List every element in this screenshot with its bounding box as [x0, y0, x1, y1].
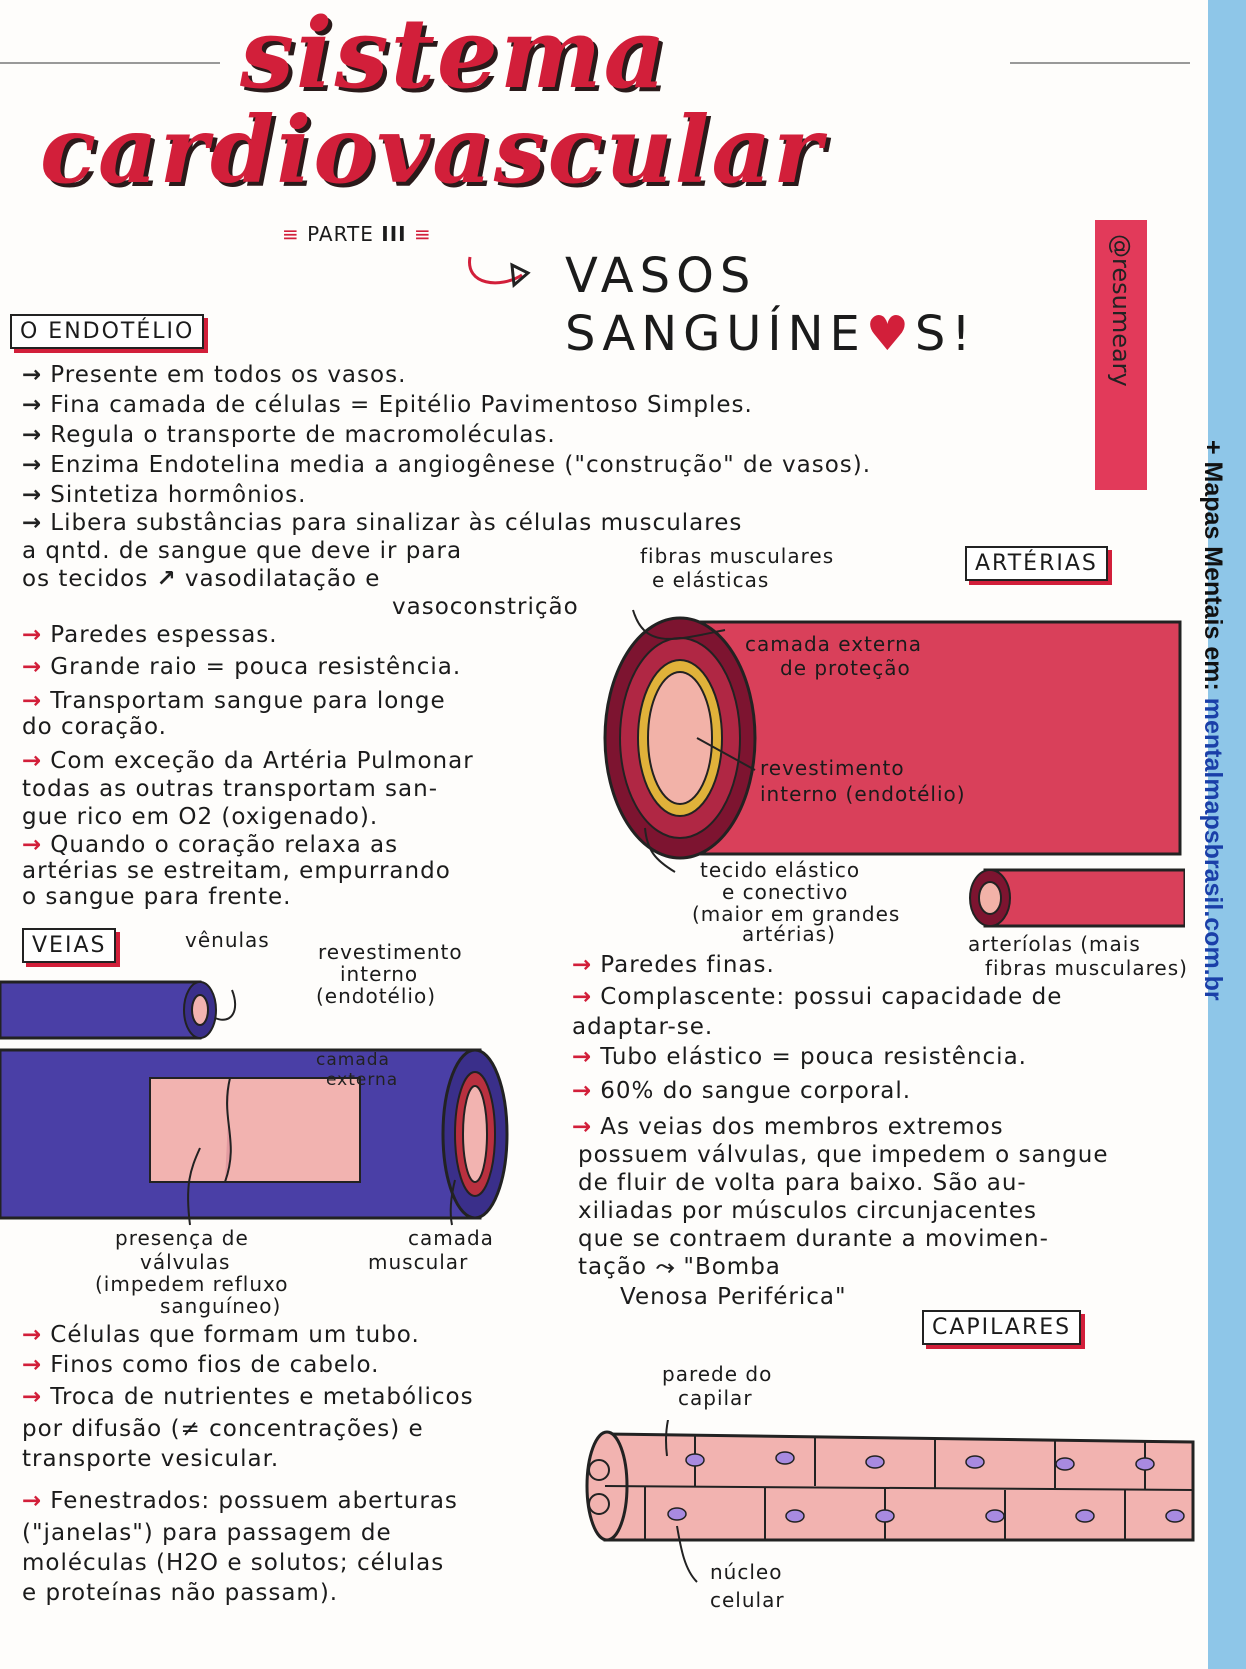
- label-tecido-3: (maior em grandes: [692, 902, 901, 926]
- arterias-item: [22, 748, 474, 774]
- label-parede-2: capilar: [678, 1386, 753, 1410]
- label-veia-revest-3: (endotélio): [316, 984, 437, 1008]
- veias-item: [572, 1114, 1004, 1140]
- veias-item-text: 60% do sangue corporal.: [600, 1078, 912, 1104]
- veias-item-text: Paredes finas.: [600, 952, 775, 978]
- capilares-item-text: Troca de nutrientes e metabólicos: [50, 1384, 474, 1410]
- label-fibras-2: e elásticas: [652, 568, 770, 592]
- bomba-1: "Bomba: [683, 1254, 781, 1280]
- arterias-item-cont: o sangue para frente.: [22, 884, 292, 910]
- side-banner-link[interactable]: mentalmapsbrasil.com.br: [1199, 697, 1227, 1001]
- arrow-icon: →: [22, 482, 43, 508]
- subtitle-line2-end: S!: [914, 306, 977, 362]
- subtitle-line2: [565, 306, 977, 362]
- label-tecido-1: tecido elástico: [700, 858, 861, 882]
- subtitle-line2-text: SANGUÍNE: [565, 306, 866, 362]
- arrow-icon: →: [22, 654, 43, 680]
- arterias-item-cont: do coração.: [22, 714, 167, 740]
- endotelio-item-text: Sintetiza hormônios.: [50, 482, 307, 508]
- veias-item-cont: possuem válvulas, que impedem o sangue: [578, 1142, 1109, 1168]
- label-arteriolas-1: arteríolas (mais: [968, 932, 1141, 956]
- capillary-illustration: [585, 1420, 1195, 1590]
- arrow-icon: →: [22, 688, 43, 714]
- arterias-item: [22, 688, 446, 714]
- vein-illustration: [0, 970, 560, 1230]
- endotelio-item-text: Libera substâncias para sinalizar às células musculares: [50, 510, 743, 536]
- arrow-icon: →: [572, 1114, 593, 1140]
- endotelio-item: [22, 362, 406, 388]
- endotelio-cont-2: [22, 566, 380, 592]
- veias-item: [572, 984, 1062, 1010]
- arrow-icon: ↗: [156, 566, 177, 592]
- endotelio-item-text: Regula o transporte de macromoléculas.: [50, 422, 556, 448]
- title-rule-left: [0, 62, 220, 64]
- veias-item-text: As veias dos membros extremos: [600, 1114, 1004, 1140]
- arterias-item: [22, 622, 278, 648]
- arterias-item-text: Quando o coração relaxa as: [50, 832, 399, 858]
- endotelio-heading: O ENDOTÉLIO: [10, 314, 204, 349]
- arrow-icon: →: [22, 452, 43, 478]
- arterias-item-text: Grande raio = pouca resistência.: [50, 654, 462, 680]
- veias-item: [572, 1078, 911, 1104]
- label-parede-1: parede do: [662, 1362, 773, 1386]
- arrow-icon: →: [22, 392, 43, 418]
- capilares-item-cont: moléculas (H2O e solutos; células: [22, 1550, 445, 1576]
- arterias-item-text: Paredes espessas.: [50, 622, 278, 648]
- author-handle: @resumeary: [1107, 234, 1135, 387]
- author-tag: [1095, 220, 1147, 490]
- endotelio-item: [22, 392, 753, 418]
- label-camada-externa-1: camada externa: [745, 632, 923, 656]
- veias-item: [572, 952, 775, 978]
- label-veia-revest-1: revestimento: [318, 940, 463, 964]
- capilares-item-cont: por difusão (≠ concentrações) e: [22, 1416, 424, 1442]
- title-rule-right: [1010, 62, 1190, 64]
- endotelio-item-text: Fina camada de células = Epitélio Pavimentoso Simples.: [50, 392, 753, 418]
- arrow-icon: →: [22, 510, 43, 536]
- label-fibras-1: fibras musculares: [640, 544, 835, 568]
- arterias-item: [22, 654, 461, 680]
- capilares-item: [22, 1322, 420, 1348]
- label-camada-externa-2: de proteção: [780, 656, 911, 680]
- endotelio-item-text: Enzima Endotelina media a angiogênese ("construção" de vasos).: [50, 452, 872, 478]
- arrow-icon: →: [572, 1078, 593, 1104]
- capilares-item-cont: ("janelas") para passagem de: [22, 1520, 392, 1546]
- veias-item-cont: xiliadas por músculos circunjacentes: [578, 1198, 1038, 1224]
- arrow-icon: →: [22, 422, 43, 448]
- title-line2: cardiovascular: [40, 96, 824, 204]
- arrow-icon: →: [22, 1488, 43, 1514]
- arrow-icon: →: [22, 1384, 43, 1410]
- label-nucleo-1: núcleo: [710, 1560, 783, 1584]
- capilares-item-cont: transporte vesicular.: [22, 1446, 280, 1472]
- veias-item-cont: que se contraem durante a movimen-: [578, 1226, 1049, 1252]
- capilares-item-text: Finos como fios de cabelo.: [50, 1352, 380, 1378]
- endotelio-item: [22, 510, 742, 536]
- arrow-icon: →: [22, 832, 43, 858]
- arterias-item-cont: gue rico em O2 (oxigenado).: [22, 804, 379, 830]
- capilares-item-cont: e proteínas não passam).: [22, 1580, 339, 1606]
- arrow-icon: →: [572, 984, 593, 1010]
- veias-heading: VEIAS: [22, 928, 116, 963]
- veias-item-text: Complascente: possui capacidade de: [600, 984, 1063, 1010]
- endotelio-item: [22, 422, 556, 448]
- label-veia-camada-externa-2: externa: [326, 1070, 399, 1090]
- arterias-heading: ARTÉRIAS: [965, 546, 1108, 581]
- veias-item: [572, 1044, 1027, 1070]
- arterias-item-cont: artérias se estreitam, empurrando: [22, 858, 451, 884]
- subtitle-line1: VASOS: [565, 248, 757, 304]
- part-number: III: [381, 222, 407, 246]
- label-revestimento-2: interno (endotélio): [760, 782, 966, 806]
- capilares-item: [22, 1488, 458, 1514]
- label-nucleo-2: celular: [710, 1588, 785, 1612]
- veias-item-last-text: tação: [578, 1254, 647, 1280]
- heart-icon: ♥: [865, 306, 915, 362]
- part-label: ≡ PARTE III ≡: [282, 222, 432, 246]
- label-arteriolas-2: fibras musculares): [985, 956, 1188, 980]
- capilares-heading: CAPILARES: [922, 1310, 1081, 1345]
- capilares-item: [22, 1352, 379, 1378]
- arrow-icon: →: [22, 622, 43, 648]
- subtitle-arrow-icon: [460, 245, 550, 295]
- label-venulas: vênulas: [185, 928, 270, 952]
- arrow-icon: ⤳: [646, 1254, 676, 1280]
- arrow-icon: →: [572, 1044, 593, 1070]
- veias-item-text: Tubo elástico = pouca resistência.: [600, 1044, 1027, 1070]
- label-tecido-4: artérias): [742, 922, 836, 946]
- endotelio-cont-2-arrow-text: vasodilatação e: [184, 566, 381, 592]
- label-veia-camada-externa-1: camada: [316, 1050, 390, 1070]
- label-muscular-1: camada: [408, 1226, 494, 1250]
- endotelio-item: [22, 452, 871, 478]
- label-valvulas-1: presença de: [115, 1226, 249, 1250]
- title-line1: sistema: [240, 0, 668, 110]
- label-revestimento-1: revestimento: [760, 756, 905, 780]
- veias-item-cont: [578, 1254, 781, 1280]
- capilares-item: [22, 1384, 474, 1410]
- label-valvulas-3: (impedem refluxo: [95, 1272, 289, 1296]
- label-valvulas-4: sanguíneo): [160, 1294, 282, 1318]
- endotelio-cont-3: vasoconstrição: [392, 594, 579, 620]
- arrow-icon: →: [22, 1352, 43, 1378]
- capilares-item-text: Fenestrados: possuem aberturas: [50, 1488, 458, 1514]
- arrow-icon: →: [22, 1322, 43, 1348]
- veias-item-cont: de fluir de volta para baixo. São au-: [578, 1170, 1027, 1196]
- capilares-item-text: Células que formam um tubo.: [50, 1322, 420, 1348]
- side-banner-prefix: + Mapas Mentais em:: [1199, 440, 1227, 698]
- label-tecido-2: e conectivo: [722, 880, 849, 904]
- label-valvulas-2: válvulas: [140, 1250, 231, 1274]
- label-veia-revest-2: interno: [340, 962, 419, 986]
- arterias-item-text: Transportam sangue para longe: [50, 688, 446, 714]
- endotelio-cont-1: a qntd. de sangue que deve ir para: [22, 538, 463, 564]
- arrow-icon: →: [22, 748, 43, 774]
- bomba-2: Venosa Periférica": [620, 1284, 847, 1310]
- endotelio-cont-2-text: os tecidos: [22, 566, 149, 592]
- arrow-icon: →: [572, 952, 593, 978]
- part-text: PARTE: [307, 222, 374, 246]
- side-banner-text: [1198, 440, 1227, 1001]
- arterias-item-cont: todas as outras transportam san-: [22, 776, 439, 802]
- veias-item-cont: adaptar-se.: [572, 1014, 714, 1040]
- arterias-item-text: Com exceção da Artéria Pulmonar: [50, 748, 474, 774]
- arterias-item: [22, 832, 398, 858]
- endotelio-item: [22, 482, 306, 508]
- label-muscular-2: muscular: [368, 1250, 469, 1274]
- arrow-icon: →: [22, 362, 43, 388]
- endotelio-item-text: Presente em todos os vasos.: [50, 362, 407, 388]
